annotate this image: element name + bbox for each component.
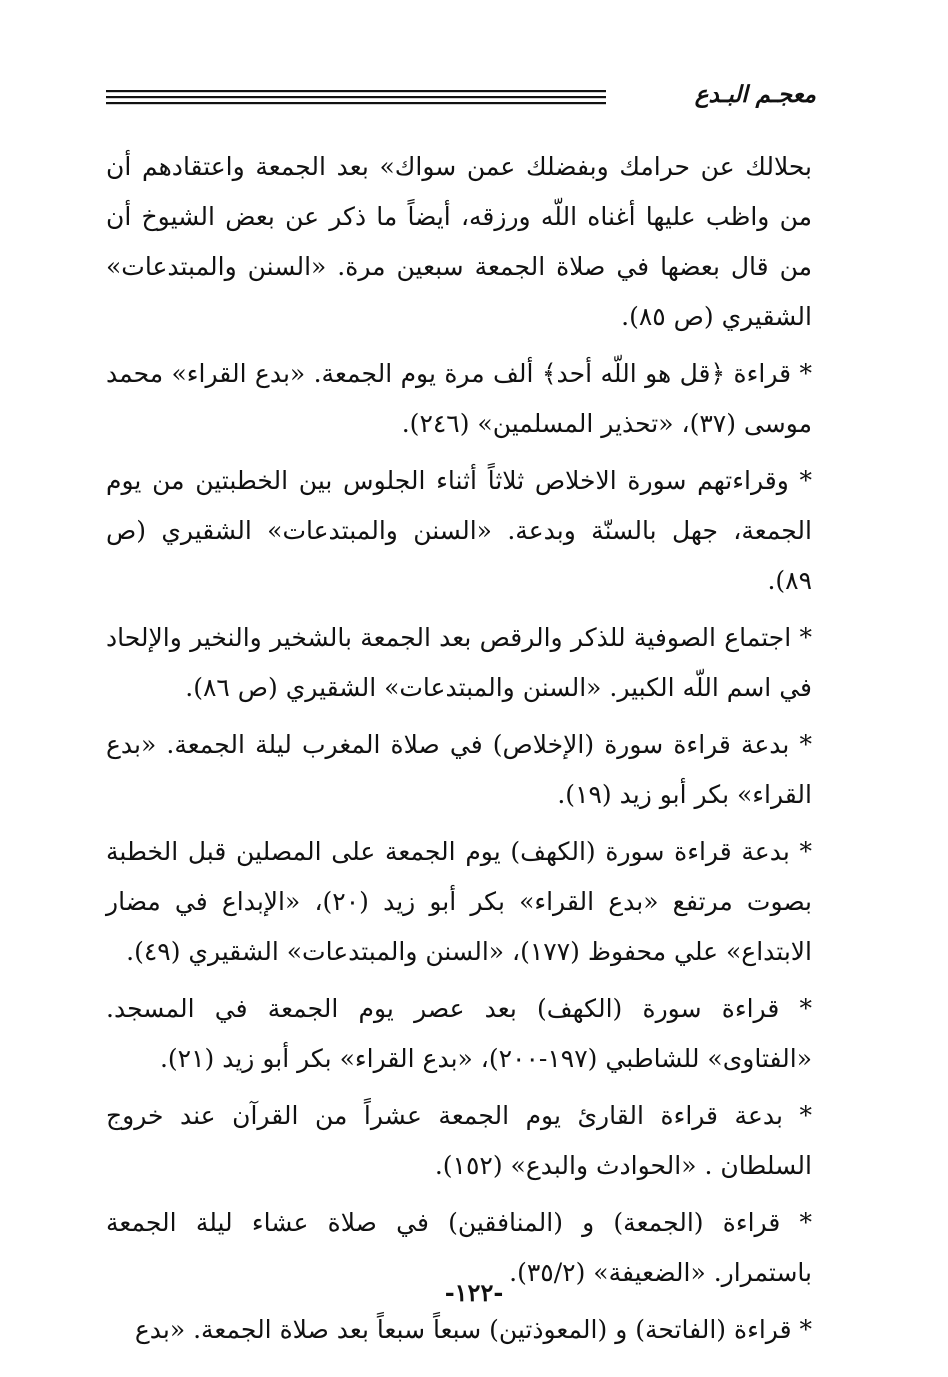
paragraph-10: * قراءة (الفاتحة) و (المعوذتين) سبعاً سبعاً بعد صلاة الجمعة. «بدع [134, 1315, 812, 1344]
paragraph-8: * بدعة قراءة القارئ يوم الجمعة عشراً من القرآن عند خروج السلطان . «الحوادث والبدع» (١٥٢). [106, 1101, 812, 1180]
paragraph-4: * اجتماع الصوفية للذكر والرقص بعد الجمعة بالشخير والنخير والإلحاد في اسم اللّه الكبير. «السنن والمبتدعات» الشقيري (ص ٨٦). [106, 623, 812, 702]
paragraph-2: * قراءة ﴿قل هو اللّه أحد﴾ ألف مرة يوم الجمعة. «بدع القراء» محمد موسى (٣٧)، «تحذير المسلمين» (٢٤٦). [106, 359, 812, 438]
paragraph-6: * بدعة قراءة سورة (الكهف) يوم الجمعة على المصلين قبل الخطبة بصوت مرتفع «بدع القراء» بكر أبو زيد (٢٠)، «الإبداع في مضار الابتداع» علي محفوظ (١٧٧)، «السنن والمبتدعات» الشقيري (٤٩). [106, 837, 813, 966]
page-header [106, 78, 816, 118]
main-text [106, 142, 812, 1362]
paragraph-3: * وقراءتهم سورة الاخلاص ثلاثاً أثناء الجلوس بين الخطبتين من يوم الجمعة، جهل بالسنّة وبدعة. «السنن والمبتدعات» الشقيري (ص ٨٩). [106, 466, 812, 595]
header-rule [106, 88, 606, 108]
running-title: معجـم البـدع [694, 82, 816, 108]
paragraph-7: * قراءة سورة (الكهف) بعد عصر يوم الجمعة في المسجد. «الفتاوى» للشاطبي (١٩٧-٢٠٠)، «بدع القراء» بكر أبو زيد (٢١). [106, 994, 812, 1073]
page-number: -١٢٢- [444, 1278, 504, 1307]
paragraph-9: * قراءة (الجمعة) و (المنافقين) في صلاة عشاء ليلة الجمعة باستمرار. «الضعيفة» (٣٥/٢). [106, 1208, 812, 1287]
paragraph-5: * بدعة قراءة سورة (الإخلاص) في صلاة المغرب ليلة الجمعة. «بدع القراء» بكر أبو زيد (١٩). [106, 730, 812, 809]
paragraph-1: بحلالك عن حرامك وبفضلك عمن سواك» بعد الجمعة واعتقادهم أن من واظب عليها أغناه اللّه ورزقه، أيضاً ما ذكر عن بعض الشيوخ أن من قال بعضها في صلاة الجمعة سبعين مرة. «السنن والمبتدعات» الشقيري (ص ٨٥). [106, 152, 812, 331]
